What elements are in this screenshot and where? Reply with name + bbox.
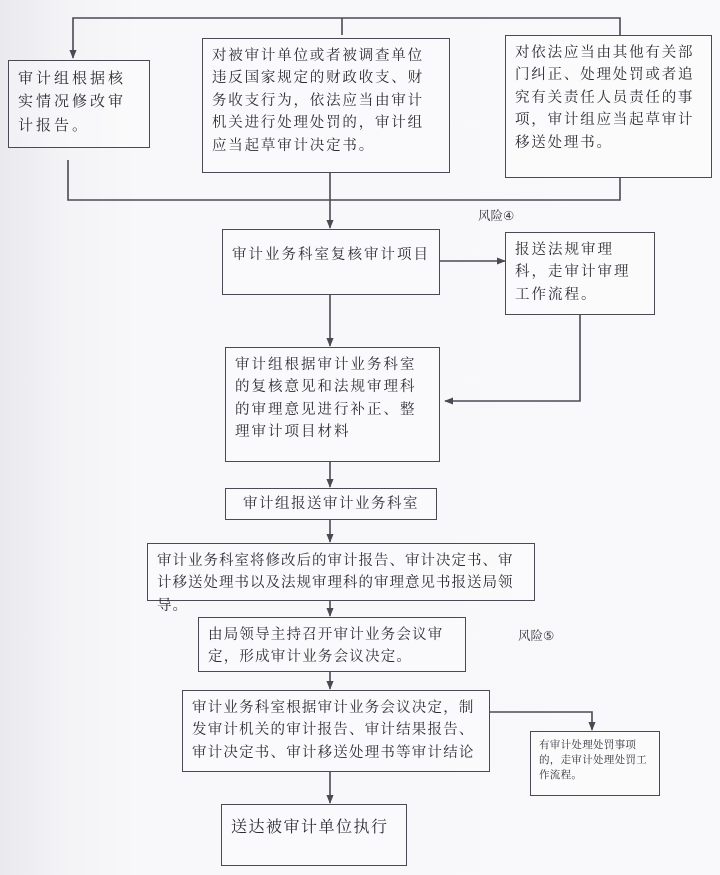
supplement-box: 审计组根据审计业务科室的复核意见和法规审理科的审理意见进行补正、整理审计项目材料: [225, 347, 440, 462]
legal-review-box: 报送法规审理科，走审计审理工作流程。: [505, 232, 655, 315]
revise-report-box: 审计组根据核实情况修改审计报告。: [8, 60, 150, 148]
issue-conclusion-box: 审计业务科室根据审计业务会议决定，制发审计机关的审计报告、审计结果报告、审计决定书、审计移送处理书等审计结论: [182, 690, 490, 772]
submit-dept-box: 审计组报送审计业务科室: [225, 488, 437, 520]
draft-decision-box: 对被审计单位或者被调查单位违反国家规定的财政收支、财务收支行为，依法应当由审计机关进行处理处罚的，审计组应当起草审计决定书。: [202, 38, 450, 173]
review-project-box: 审计业务科室复核审计项目: [222, 229, 440, 295]
arrow-to-penalty: [490, 712, 592, 730]
risk-4-label: 风险④: [478, 208, 515, 223]
deliver-box: 送达被审计单位执行: [221, 804, 407, 866]
submit-leader-box: 审计业务科室将修改后的审计报告、审计决定书、审计移送处理书以及法规审理科的审理意见书报送局领导。: [147, 543, 535, 601]
penalty-process-box: 有审计处理处罚事项的，走审计处理处罚工作流程。: [530, 731, 660, 796]
draft-transfer-box: 对依法应当由其他有关部门纠正、处理处罚或者追究有关责任人员责任的事项，审计组应当起草审计移送处理书。: [505, 35, 712, 178]
meeting-box: 由局领导主持召开审计业务会议审定，形成审计业务会议决定。: [198, 617, 466, 672]
arrow-legal-back: [445, 315, 580, 401]
risk-5-label: 风险⑤: [518, 628, 555, 643]
